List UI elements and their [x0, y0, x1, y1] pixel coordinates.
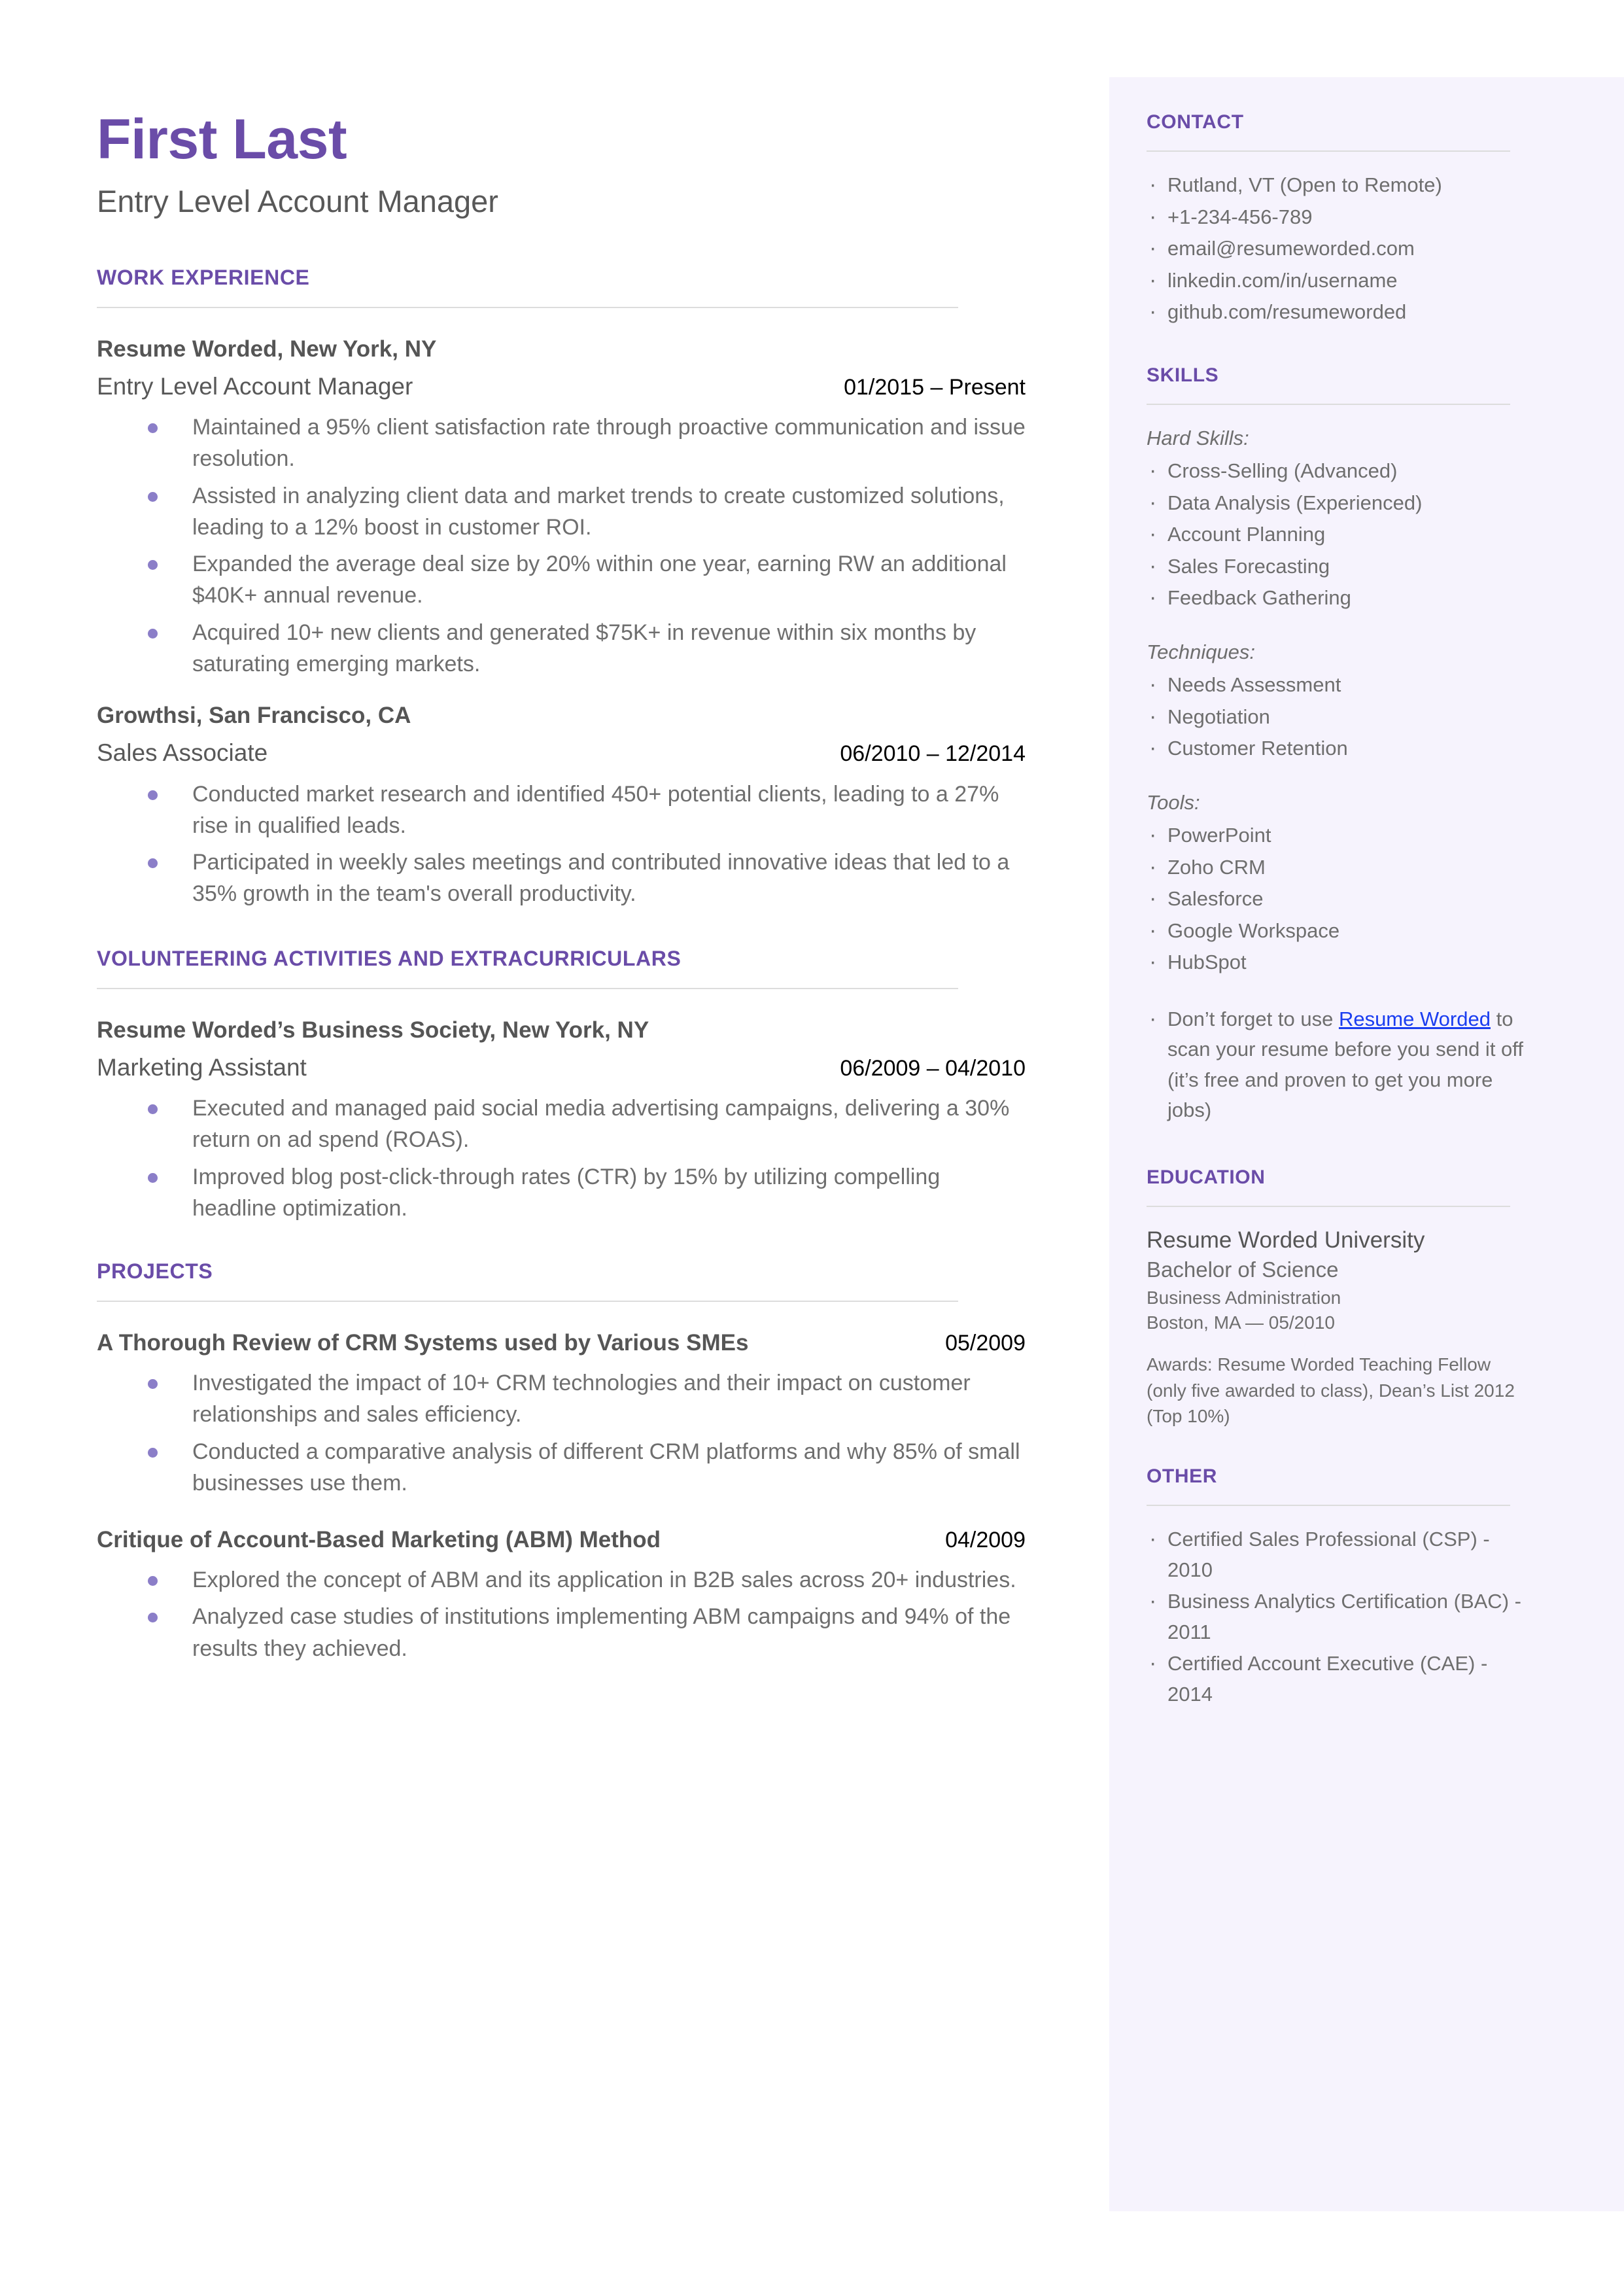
entry-company: Resume Worded’s Business Society, New York, NY — [97, 1017, 649, 1043]
education-awards: Awards: Resume Worded Teaching Fellow (only five awarded to class), Dean’s List 2012 (Top 10%) — [1147, 1354, 1515, 1426]
section-divider — [97, 1301, 958, 1302]
sidebar-column — [1147, 111, 1526, 1737]
section-work-experience — [97, 266, 1026, 910]
list-item: Explored the concept of ABM and its application in B2B sales across 20+ industries. — [148, 1564, 1026, 1596]
main-column — [97, 108, 1026, 1691]
experience-entry — [97, 702, 1026, 909]
sidebar-heading-other: OTHER — [1147, 1465, 1217, 1488]
entry-role: Marketing Assistant — [97, 1053, 307, 1081]
section-heading-work-experience: WORK EXPERIENCE — [97, 265, 310, 289]
sidebar-section-contact — [1147, 111, 1526, 328]
list-item: · Certified Account Executive (CAE) - 2014 — [1147, 1649, 1526, 1709]
sidebar-heading-contact: CONTACT — [1147, 111, 1244, 133]
contact-email[interactable]: · email@resumeworded.com — [1147, 234, 1526, 264]
skills-list-hard — [1147, 456, 1526, 614]
header-job-title: Entry Level Account Manager — [97, 184, 498, 219]
education-location-date: Boston, MA — 05/2010 — [1147, 1312, 1335, 1333]
spacer — [1147, 765, 1526, 788]
project-date: 04/2009 — [945, 1528, 1026, 1553]
entry-date: 01/2015 – Present — [844, 374, 1026, 400]
list-item: · Cross-Selling (Advanced) — [1147, 456, 1526, 487]
resume-worded-link[interactable]: Resume Worded — [1338, 1007, 1491, 1030]
entry-role-row — [97, 1053, 1026, 1082]
list-item: · Account Planning — [1147, 519, 1526, 550]
entry-bullets — [97, 412, 1026, 680]
entry-role: Sales Associate — [97, 739, 268, 767]
project-title: Critique of Account-Based Marketing (ABM) Method — [97, 1527, 661, 1553]
entry-bullets — [97, 779, 1026, 910]
sidebar-section-education — [1147, 1166, 1526, 1429]
entry-company: Growthsi, San Francisco, CA — [97, 703, 411, 729]
education-field: Business Administration — [1147, 1287, 1341, 1308]
project-title-row — [97, 1329, 1026, 1357]
section-heading-projects: PROJECTS — [97, 1259, 213, 1284]
skills-list-tools — [1147, 820, 1526, 978]
education-school: Resume Worded University — [1147, 1227, 1425, 1253]
list-item: Analyzed case studies of institutions implementing ABM campaigns and 94% of the results they achieved. — [148, 1601, 1026, 1664]
contact-location: · Rutland, VT (Open to Remote) — [1147, 170, 1526, 201]
entry-bullets — [97, 1093, 1026, 1224]
list-item: · Google Workspace — [1147, 916, 1526, 947]
project-entry — [97, 1329, 1026, 1499]
other-list — [1147, 1524, 1526, 1709]
skills-group-label-tools: Tools: — [1147, 790, 1200, 814]
contact-linkedin[interactable]: · linkedin.com/in/username — [1147, 266, 1526, 296]
sidebar-section-other — [1147, 1465, 1526, 1709]
skills-group-label-hard: Hard Skills: — [1147, 426, 1249, 449]
section-projects — [97, 1259, 1026, 1664]
entry-role: Entry Level Account Manager — [97, 372, 413, 400]
promo-suffix: to scan your resume before you send it off (it’s free and proven to get you more jobs) — [1167, 1007, 1523, 1121]
project-date: 05/2009 — [945, 1331, 1026, 1356]
list-item: Assisted in analyzing client data and market trends to create customized solutions, leading to a 12% boost in customer ROI. — [148, 480, 1026, 544]
contact-list — [1147, 170, 1526, 328]
list-item: Maintained a 95% client satisfaction rate through proactive communication and issue resolution. — [148, 412, 1026, 475]
sidebar-heading-education: EDUCATION — [1147, 1166, 1266, 1188]
experience-entry — [97, 336, 1026, 680]
section-divider — [97, 988, 958, 989]
resume-worded-promo — [1147, 1004, 1526, 1126]
list-item: · Zoho CRM — [1147, 852, 1526, 883]
entry-date: 06/2010 – 12/2014 — [840, 741, 1026, 767]
project-entry — [97, 1526, 1026, 1664]
sidebar-heading-skills: SKILLS — [1147, 364, 1219, 386]
list-item: · HubSpot — [1147, 947, 1526, 978]
list-item: · Data Analysis (Experienced) — [1147, 488, 1526, 519]
entry-role-row — [97, 372, 1026, 401]
project-title-row — [97, 1526, 1026, 1554]
section-divider — [97, 307, 958, 308]
list-item: · Business Analytics Certification (BAC) - 2011 — [1147, 1586, 1526, 1647]
skills-list-techniques — [1147, 670, 1526, 764]
promo-prefix: Don’t forget to use — [1167, 1007, 1339, 1030]
list-item: Conducted market research and identified 450+ potential clients, leading to a 27% rise in qualified leads. — [148, 779, 1026, 842]
list-item: · Customer Retention — [1147, 733, 1526, 764]
sidebar-divider — [1147, 1206, 1510, 1207]
list-item: Acquired 10+ new clients and generated $75K+ in revenue within six months by saturating emerging markets. — [148, 617, 1026, 680]
page-title: First Last — [97, 108, 347, 171]
list-item: Investigated the impact of 10+ CRM technologies and their impact on customer relationships and sales efficiency. — [148, 1367, 1026, 1431]
sidebar-divider — [1147, 1505, 1510, 1506]
entry-role-row — [97, 739, 1026, 767]
list-item: · Negotiation — [1147, 702, 1526, 733]
list-item: Expanded the average deal size by 20% within one year, earning RW an additional $40K+ annual revenue. — [148, 548, 1026, 612]
project-title: A Thorough Review of CRM Systems used by Various SMEs — [97, 1330, 749, 1356]
project-bullets — [97, 1564, 1026, 1664]
list-item: Conducted a comparative analysis of different CRM platforms and why 85% of small businesses use them. — [148, 1436, 1026, 1499]
list-item: · Feedback Gathering — [1147, 583, 1526, 614]
section-volunteering — [97, 947, 1026, 1224]
sidebar-divider — [1147, 150, 1510, 152]
skills-group-label-techniques: Techniques: — [1147, 640, 1256, 663]
list-item: · Salesforce — [1147, 884, 1526, 915]
project-bullets — [97, 1367, 1026, 1499]
contact-github[interactable]: · github.com/resumeworded — [1147, 297, 1526, 328]
education-degree: Bachelor of Science — [1147, 1257, 1339, 1282]
section-heading-volunteering: VOLUNTEERING ACTIVITIES AND EXTRACURRICULARS — [97, 946, 682, 970]
list-item: Participated in weekly sales meetings and contributed innovative ideas that led to a 35% growth in the team's overall productivity. — [148, 847, 1026, 910]
entry-date: 06/2009 – 04/2010 — [840, 1055, 1026, 1081]
list-item: · Certified Sales Professional (CSP) - 2010 — [1147, 1524, 1526, 1585]
spacer — [1147, 615, 1526, 637]
volunteering-entry — [97, 1017, 1026, 1224]
list-item: · PowerPoint — [1147, 820, 1526, 851]
list-item: · Needs Assessment — [1147, 670, 1526, 701]
contact-phone[interactable]: · +1-234-456-789 — [1147, 202, 1526, 233]
list-item: · Sales Forecasting — [1147, 552, 1526, 582]
list-item: Improved blog post-click-through rates (CTR) by 15% by utilizing compelling headline optimization. — [148, 1161, 1026, 1225]
sidebar-section-skills — [1147, 364, 1526, 1126]
sidebar-divider — [1147, 404, 1510, 405]
list-item: Executed and managed paid social media advertising campaigns, delivering a 30% return on ad spend (ROAS). — [148, 1093, 1026, 1156]
entry-company: Resume Worded, New York, NY — [97, 336, 437, 362]
